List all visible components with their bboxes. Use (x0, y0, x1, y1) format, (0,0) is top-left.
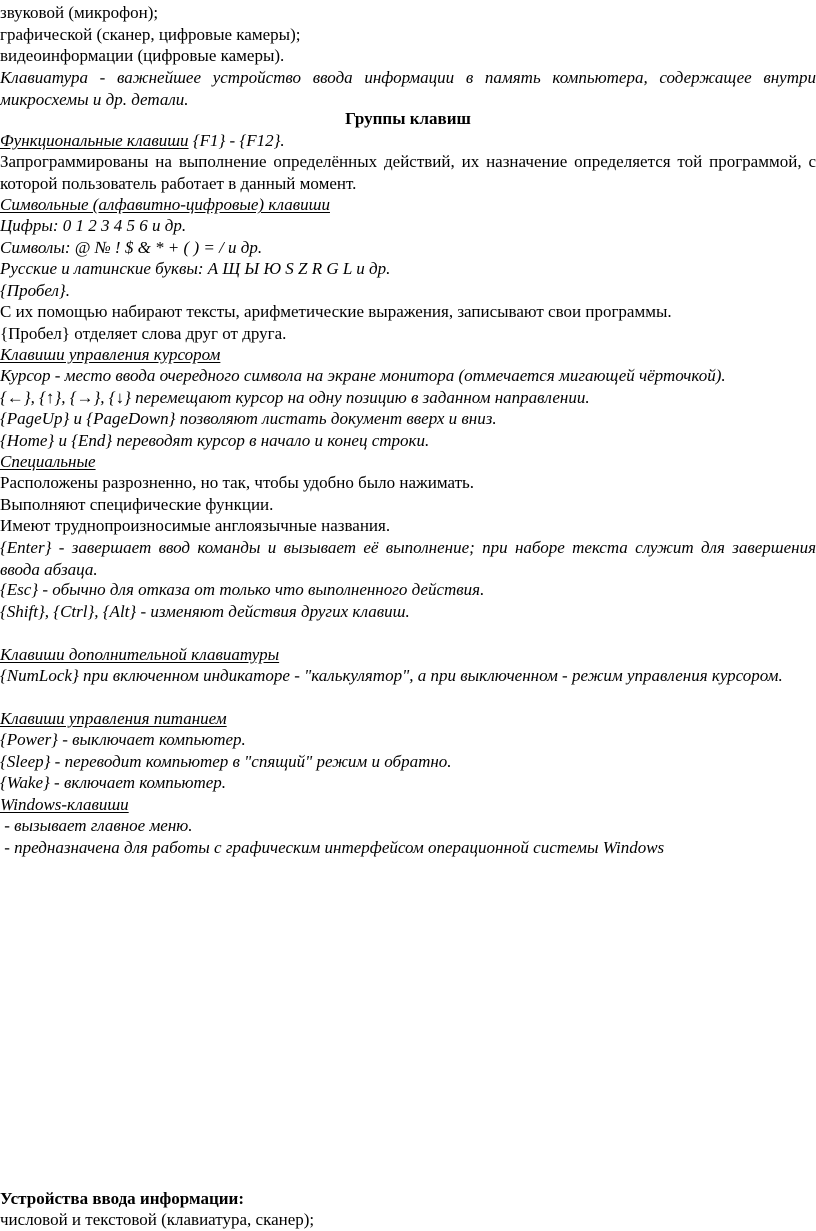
function-keys-line (0, 130, 285, 152)
special-keys-line: Имеют труднопроизносимые англоязычные названия. (0, 516, 391, 535)
space-description: {Пробел} отделяет слова друг от друга. (0, 324, 287, 343)
symbols-line: Символы: @ № ! $ & * + ( ) = / и др. (0, 238, 263, 257)
letters-line: Русские и латинские буквы: А Щ Ы Ю S Z R G L и др. (0, 259, 391, 278)
cursor-keys-title: Клавиши управления курсором (0, 345, 221, 364)
power-key-description: {Power} - выключает компьютер. (0, 730, 246, 749)
special-keys-line: Выполняют специфические функции. (0, 495, 274, 514)
text-line: звуковой (микрофон); (0, 3, 159, 22)
windows-keys-title: Windows-клавиши (0, 795, 129, 814)
section-heading-key-groups: Группы клавиш (345, 109, 471, 128)
wake-key-description: {Wake} - включает компьютер. (0, 773, 227, 792)
windows-key-description: - предназначена для работы с графическим интерфейсом операционной системы Windows (0, 838, 665, 857)
sleep-key-description: {Sleep} - переводит компьютер в "спящий" режим и обратно. (0, 752, 452, 771)
space-key-line: {Пробел}. (0, 281, 70, 300)
typing-description: С их помощью набирают тексты, арифметические выражения, записывают свои программы. (0, 302, 672, 321)
arrow-keys-description: {←}, {↑}, {→}, {↓} перемещают курсор на одну позицию в заданном направлении. (0, 388, 590, 407)
digits-line: Цифры: 0 1 2 3 4 5 6 и др. (0, 216, 187, 235)
cursor-definition: Курсор - место ввода очередного символа на экране монитора (отмечается мигающей чёрточкой). (0, 366, 726, 385)
input-devices-line: числовой и текстовой (клавиатура, сканер); (0, 1210, 315, 1229)
enter-key-description: {Enter} - завершает ввод команды и вызывает её выполнение; при наборе текста служит для завершения ввода абзаца. (0, 538, 816, 579)
special-keys-line: Расположены разрозненно, но так, чтобы удобно было нажимать. (0, 473, 475, 492)
keyboard-definition: Клавиатура - важнейшее устройство ввода информации в память компьютера, содержащее внутри микросхемы и др. детали. (0, 68, 816, 109)
function-keys-title: Функциональные клавиши (0, 131, 189, 150)
esc-key-description: {Esc} - обычно для отказа от только что выполненного действия. (0, 580, 485, 599)
page-keys-description: {PageUp} и {PageDown} позволяют листать документ вверх и вниз. (0, 409, 497, 428)
power-keys-title: Клавиши управления питанием (0, 709, 227, 728)
function-keys-description: Запрограммированы на выполнение определённых действий, их назначение определяется той программой, с которой пользователь работает в данный момент. (0, 152, 816, 193)
text-line: видеоинформации (цифровые камеры). (0, 46, 285, 65)
home-end-description: {Home} и {End} переводят курсор в начало и конец строки. (0, 431, 430, 450)
windows-key-description: - вызывает главное меню. (0, 816, 193, 835)
symbol-keys-title: Символьные (алфавитно-цифровые) клавиши (0, 195, 330, 214)
special-keys-title: Специальные (0, 452, 96, 471)
extra-keyboard-title: Клавиши дополнительной клавиатуры (0, 645, 280, 664)
function-keys-range: {F1} - {F12}. (188, 131, 285, 150)
modifier-keys-description: {Shift}, {Ctrl}, {Alt} - изменяют действия других клавиш. (0, 602, 410, 621)
input-devices-heading: Устройства ввода информации: (0, 1189, 244, 1208)
numlock-description: {NumLock} при включенном индикаторе - "калькулятор", а при выключенном - режим управления курсором. (0, 666, 783, 685)
text-line: графической (сканер, цифровые камеры); (0, 25, 301, 44)
